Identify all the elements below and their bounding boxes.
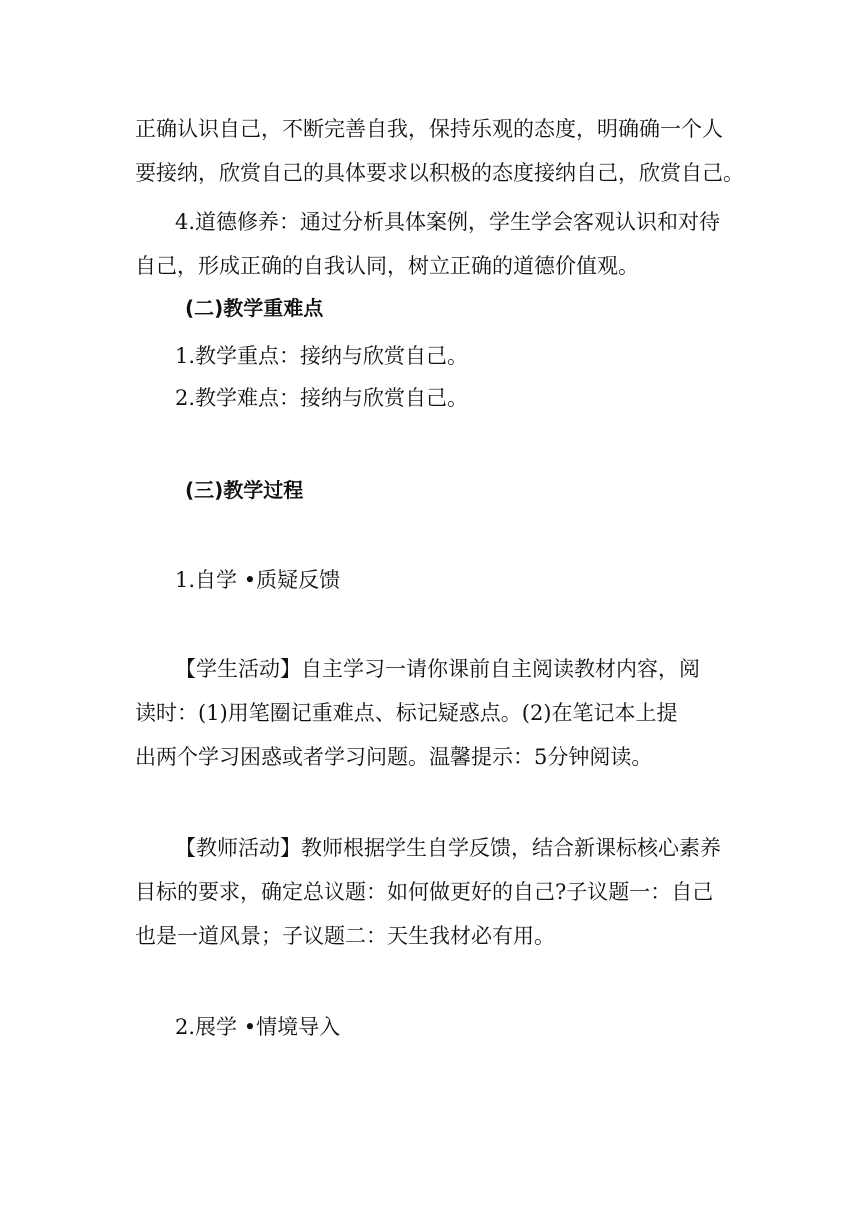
paragraph-line: 要接纳，欣赏自己的具体要求以积极的态度接纳自己，欣赏自己。 [135, 161, 744, 185]
step-heading: 2.展学 •情境导入 [175, 1015, 341, 1039]
student-activity-line: 出两个学习困惑或者学习问题。温馨提示：5分钟阅读。 [135, 745, 653, 769]
paragraph-line: 正确认识自己，不断完善自我，保持乐观的态度，明确确一个人 [135, 117, 723, 141]
paragraph-line: 4.道德修养：通过分析具体案例，学生学会客观认识和对待 [175, 210, 721, 234]
difficult-point-line: 2.教学难点：接纳与欣赏自己。 [175, 386, 469, 410]
student-activity-line: 读时：(1)用笔圈记重难点、标记疑惑点。(2)在笔记本上提 [135, 701, 678, 725]
teacher-activity-line: 【教师活动】教师根据学生自学反馈，结合新课标核心素养 [175, 836, 721, 860]
section-heading-3: (三)教学过程 [185, 478, 304, 502]
teacher-activity-line: 也是一道风景；子议题二：天生我材必有用。 [135, 924, 555, 948]
step-heading: 1.自学 •质疑反馈 [175, 568, 341, 592]
teacher-activity-line: 目标的要求，确定总议题：如何做更好的自己?子议题一：自己 [135, 880, 714, 904]
paragraph-line: 自己，形成正确的自我认同，树立正确的道德价值观。 [135, 254, 639, 278]
section-heading-2: (二)教学重难点 [185, 296, 324, 320]
student-activity-line: 【学生活动】自主学习一请你课前自主阅读教材内容，阅 [175, 657, 700, 681]
key-point-line: 1.教学重点：接纳与欣赏自己。 [175, 344, 469, 368]
